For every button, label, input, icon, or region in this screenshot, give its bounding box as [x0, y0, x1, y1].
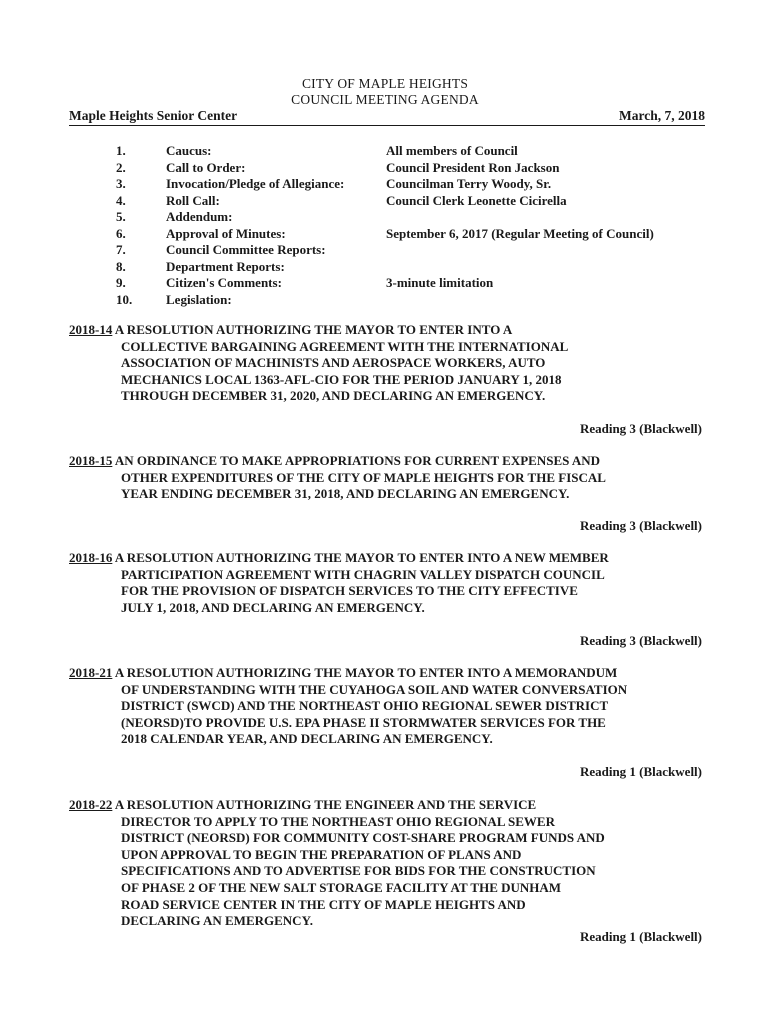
- agenda-item: [116, 209, 676, 226]
- meeting-date: March, 7, 2018: [619, 108, 705, 123]
- legislation-number: 2018-22: [69, 797, 113, 812]
- agenda-item: [116, 160, 676, 177]
- agenda-item: [116, 143, 676, 160]
- legislation-line: A RESOLUTION AUTHORIZING THE MAYOR TO ENTER INTO A NEW MEMBER: [114, 550, 609, 565]
- agenda-item: [116, 226, 676, 243]
- legislation-text: [69, 797, 689, 930]
- legislation-item: [69, 665, 689, 748]
- agenda-item-number: 9.: [116, 275, 126, 290]
- agenda-item-number: 10.: [116, 291, 133, 307]
- agenda-item-label: Invocation/Pledge of Allegiance:: [166, 176, 345, 191]
- legislation-line: FOR THE PROVISION OF DISPATCH SERVICES TO THE CITY EFFECTIVE: [121, 583, 578, 599]
- legislation-line: AN ORDINANCE TO MAKE APPROPRIATIONS FOR CURRENT EXPENSES AND: [114, 453, 601, 468]
- legislation-reading: Reading 3 (Blackwell): [579, 518, 702, 533]
- legislation-number: 2018-21: [69, 665, 113, 680]
- legislation-line: COLLECTIVE BARGAINING AGREEMENT WITH THE INTERNATIONAL: [121, 338, 569, 354]
- agenda-item-note: Council Clerk Leonette Cicirella: [386, 192, 567, 208]
- legislation-reading: Reading 1 (Blackwell): [579, 929, 702, 944]
- agenda-item-note: September 6, 2017 (Regular Meeting of Council): [386, 225, 654, 241]
- agenda-item-label: Citizen's Comments:: [166, 275, 282, 290]
- legislation-item: [69, 322, 689, 405]
- agenda-item-label: Caucus:: [166, 143, 212, 158]
- legislation-line: A RESOLUTION AUTHORIZING THE MAYOR TO ENTER INTO A MEMORANDUM: [114, 665, 618, 680]
- agenda-item-label: Addendum:: [166, 209, 233, 224]
- agenda-item: [116, 292, 676, 309]
- agenda-item-number: 1.: [116, 143, 126, 158]
- agenda-item-number: 8.: [116, 258, 126, 274]
- legislation-line: ROAD SERVICE CENTER IN THE CITY OF MAPLE HEIGHTS AND: [121, 896, 526, 912]
- agenda-item: [116, 242, 676, 259]
- agenda-item-label: Department Reports:: [166, 258, 285, 274]
- legislation-line: (NEORSD)TO PROVIDE U.S. EPA PHASE II STORMWATER SERVICES FOR THE: [121, 714, 606, 730]
- agenda-item-number: 5.: [116, 209, 126, 224]
- legislation-line: JULY 1, 2018, AND DECLARING AN EMERGENCY.: [121, 599, 425, 615]
- agenda-list: [116, 143, 676, 308]
- meeting-location: Maple Heights Senior Center: [69, 108, 238, 123]
- agenda-item-note: Council President Ron Jackson: [386, 159, 560, 175]
- legislation-line: PARTICIPATION AGREEMENT WITH CHAGRIN VALLEY DISPATCH COUNCIL: [121, 566, 605, 582]
- agenda-item-label: Call to Order:: [166, 159, 246, 175]
- legislation-number: 2018-15: [69, 453, 113, 468]
- legislation-reading: Reading 3 (Blackwell): [579, 633, 702, 648]
- legislation-line: A RESOLUTION AUTHORIZING THE ENGINEER AND THE SERVICE: [114, 797, 537, 812]
- legislation-line: THROUGH DECEMBER 31, 2020, AND DECLARING AN EMERGENCY.: [121, 388, 546, 404]
- agenda-item-note: All members of Council: [386, 143, 518, 158]
- agenda-item-note: Councilman Terry Woody, Sr.: [386, 176, 552, 191]
- legislation-item: [69, 550, 689, 616]
- legislation-line: DIRECTOR TO APPLY TO THE NORTHEAST OHIO REGIONAL SEWER: [121, 813, 555, 829]
- agenda-item-number: 7.: [116, 242, 126, 257]
- legislation-text: [69, 322, 689, 405]
- agenda-item-note: 3-minute limitation: [386, 275, 494, 290]
- legislation-line: 2018 CALENDAR YEAR, AND DECLARING AN EMERGENCY.: [121, 731, 493, 747]
- agenda-item: [116, 259, 676, 276]
- legislation-number: 2018-16: [69, 550, 113, 565]
- legislation-line: DISTRICT (NEORSD) FOR COMMUNITY COST-SHARE PROGRAM FUNDS AND: [121, 830, 605, 846]
- legislation-line: DISTRICT (SWCD) AND THE NORTHEAST OHIO REGIONAL SEWER DISTRICT: [121, 698, 609, 714]
- legislation-line: DECLARING AN EMERGENCY.: [121, 913, 314, 929]
- legislation-item: [69, 797, 689, 930]
- agenda-item: [116, 193, 676, 210]
- agenda-item-number: 3.: [116, 176, 126, 191]
- agenda-item-number: 4.: [116, 192, 126, 208]
- location-date-row: [69, 107, 705, 126]
- legislation-line: MECHANICS LOCAL 1363-AFL-CIO FOR THE PERIOD JANUARY 1, 2018: [121, 371, 562, 387]
- legislation-text: [69, 453, 689, 503]
- legislation-line: ASSOCIATION OF MACHINISTS AND AEROSPACE WORKERS, AUTO: [121, 355, 546, 371]
- page-title: COUNCIL MEETING AGENDA: [291, 92, 479, 107]
- agenda-item-label: Approval of Minutes:: [166, 225, 286, 241]
- agenda-item-label: Council Committee Reports:: [166, 242, 326, 257]
- legislation-line: UPON APPROVAL TO BEGIN THE PREPARATION OF PLANS AND: [121, 846, 522, 862]
- legislation-text: [69, 550, 689, 616]
- legislation-line: SPECIFICATIONS AND TO ADVERTISE FOR BIDS FOR THE CONSTRUCTION: [121, 863, 596, 879]
- legislation-reading: Reading 1 (Blackwell): [579, 764, 702, 779]
- agenda-item-number: 2.: [116, 159, 126, 175]
- agenda-item-number: 6.: [116, 225, 126, 241]
- legislation-line: OF PHASE 2 OF THE NEW SALT STORAGE FACILITY AT THE DUNHAM: [121, 879, 562, 895]
- city-heading: CITY OF MAPLE HEIGHTS: [301, 76, 469, 91]
- agenda-item: [116, 275, 676, 292]
- legislation-line: OTHER EXPENDITURES OF THE CITY OF MAPLE HEIGHTS FOR THE FISCAL: [121, 469, 606, 485]
- legislation-line: OF UNDERSTANDING WITH THE CUYAHOGA SOIL AND WATER CONVERSATION: [121, 681, 628, 697]
- agenda-item-label: Legislation:: [166, 291, 232, 307]
- legislation-line: A RESOLUTION AUTHORIZING THE MAYOR TO ENTER INTO A: [114, 322, 513, 337]
- legislation-item: [69, 453, 689, 503]
- agenda-item: [116, 176, 676, 193]
- legislation-line: YEAR ENDING DECEMBER 31, 2018, AND DECLARING AN EMERGENCY.: [121, 486, 570, 502]
- legislation-number: 2018-14: [69, 322, 113, 337]
- legislation-text: [69, 665, 689, 748]
- legislation-reading: Reading 3 (Blackwell): [579, 421, 702, 436]
- agenda-item-label: Roll Call:: [166, 192, 220, 208]
